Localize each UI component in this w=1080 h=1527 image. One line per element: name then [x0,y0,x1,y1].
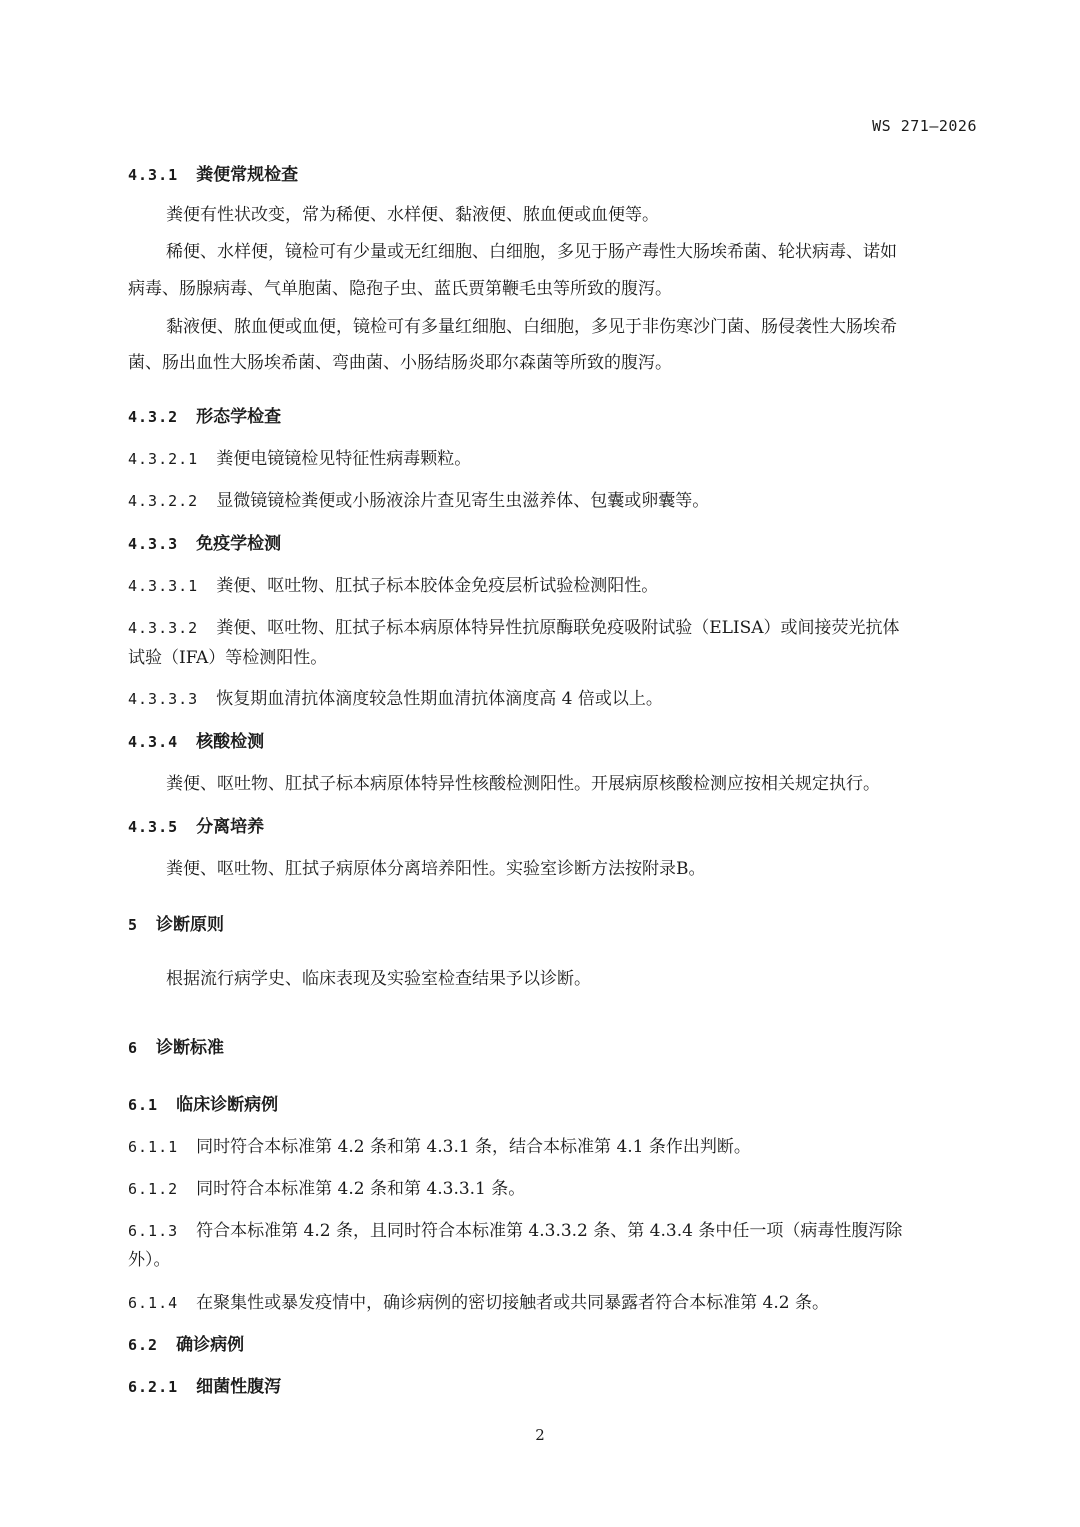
clause-4-3-3-2 [128,616,900,640]
clause-text: 同时符合本标准第 4.2 条和第 4.3.1 条，结合本标准第 4.1 条作出判断。 [196,1137,751,1157]
clause-number: 4.3.3.2 [128,619,199,637]
clause-number: 4.3.3.3 [128,690,199,708]
section-title: 分离培养 [196,817,265,837]
section-heading-6 [128,1036,224,1060]
section-number: 4.3.5 [128,818,179,836]
clause-4-3-2-1 [128,447,471,471]
paragraph: 粪便、呕吐物、肛拭子标本病原体特异性核酸检测阳性。开展病原核酸检测应按相关规定执行。 [166,774,880,794]
paragraph-line: 病毒、肠腺病毒、气单胞菌、隐孢子虫、蓝氏贾第鞭毛虫等所致的腹泻。 [128,279,672,299]
paragraph: 粪便、呕吐物、肛拭子病原体分离培养阳性。实验室诊断方法按附录B。 [166,859,706,879]
section-title: 细菌性腹泻 [196,1377,282,1397]
section-heading-6-1 [128,1093,278,1117]
section-number: 6 [128,1039,139,1057]
section-heading-4-3-2 [128,405,281,429]
paragraph: 根据流行病学史、临床表现及实验室检查结果予以诊断。 [166,969,591,989]
clause-text: 粪便电镜镜检见特征性病毒颗粒。 [216,449,472,469]
section-heading-4-3-4 [128,730,264,754]
clause-text: 粪便、呕吐物、肛拭子标本胶体金免疫层析试验检测阳性。 [216,576,659,596]
clause-4-3-2-2 [128,489,709,513]
section-heading-4-3-3 [128,532,281,556]
section-number: 6.2 [128,1336,159,1354]
section-number: 6.1 [128,1096,159,1114]
section-heading-6-2-1 [128,1375,281,1399]
section-title: 诊断原则 [156,915,225,935]
clause-number: 6.1.1 [128,1138,179,1156]
section-number: 4.3.3 [128,535,179,553]
clause-text: 恢复期血清抗体滴度较急性期血清抗体滴度高 4 倍或以上。 [216,689,663,709]
clause-text: 在聚集性或暴发疫情中，确诊病例的密切接触者或共同暴露者符合本标准第 4.2 条。 [196,1293,829,1313]
clause-text-continued: 试验（IFA）等检测阳性。 [128,648,328,668]
section-heading-4-3-5 [128,815,264,839]
clause-text: 显微镜镜检粪便或小肠液涂片查见寄生虫滋养体、包囊或卵囊等。 [216,491,710,511]
paragraph-line: 菌、肠出血性大肠埃希菌、弯曲菌、小肠结肠炎耶尔森菌等所致的腹泻。 [128,353,672,373]
clause-number: 6.1.2 [128,1180,179,1198]
clause-number: 6.1.4 [128,1294,179,1312]
section-number: 4.3.1 [128,166,179,184]
page-number: 2 [535,1426,545,1444]
clause-text: 符合本标准第 4.2 条，且同时符合本标准第 4.3.3.2 条、第 4.3.4 条中任一项（病毒性腹泻除 [196,1221,903,1241]
section-title: 临床诊断病例 [176,1095,279,1115]
clause-number: 4.3.2.1 [128,450,199,468]
clause-4-3-3-3 [128,687,663,711]
section-heading-5 [128,913,224,937]
clause-6-1-1 [128,1135,751,1159]
section-heading-6-2 [128,1333,244,1357]
section-number: 4.3.2 [128,408,179,426]
section-title: 免疫学检测 [196,534,282,554]
section-title: 确诊病例 [176,1335,245,1355]
document-code: WS 271—2026 [872,117,977,135]
clause-text-continued: 外）。 [128,1250,171,1270]
section-title: 诊断标准 [156,1038,225,1058]
section-number: 4.3.4 [128,733,179,751]
section-number: 6.2.1 [128,1378,179,1396]
paragraph: 粪便有性状改变，常为稀便、水样便、黏液便、脓血便或血便等。 [166,205,659,225]
clause-6-1-3 [128,1219,902,1243]
paragraph-line: 稀便、水样便，镜检可有少量或无红细胞、白细胞，多见于肠产毒性大肠埃希菌、轮状病毒、诺如 [166,242,897,262]
section-number: 5 [128,916,139,934]
section-title: 形态学检查 [196,407,282,427]
clause-number: 4.3.2.2 [128,492,199,510]
clause-6-1-2 [128,1177,525,1201]
clause-text: 同时符合本标准第 4.2 条和第 4.3.3.1 条。 [196,1179,526,1199]
clause-text: 粪便、呕吐物、肛拭子标本病原体特异性抗原酶联免疫吸附试验（ELISA）或间接荧光抗体 [216,618,900,638]
section-title: 核酸检测 [196,732,265,752]
clause-6-1-4 [128,1291,829,1315]
clause-number: 4.3.3.1 [128,577,199,595]
section-heading-4-3-1 [128,163,298,187]
clause-number: 6.1.3 [128,1222,179,1240]
clause-4-3-3-1 [128,574,658,598]
paragraph-line: 黏液便、脓血便或血便，镜检可有多量红细胞、白细胞，多见于非伤寒沙门菌、肠侵袭性大肠埃希 [166,317,897,337]
section-title: 粪便常规检查 [196,165,299,185]
